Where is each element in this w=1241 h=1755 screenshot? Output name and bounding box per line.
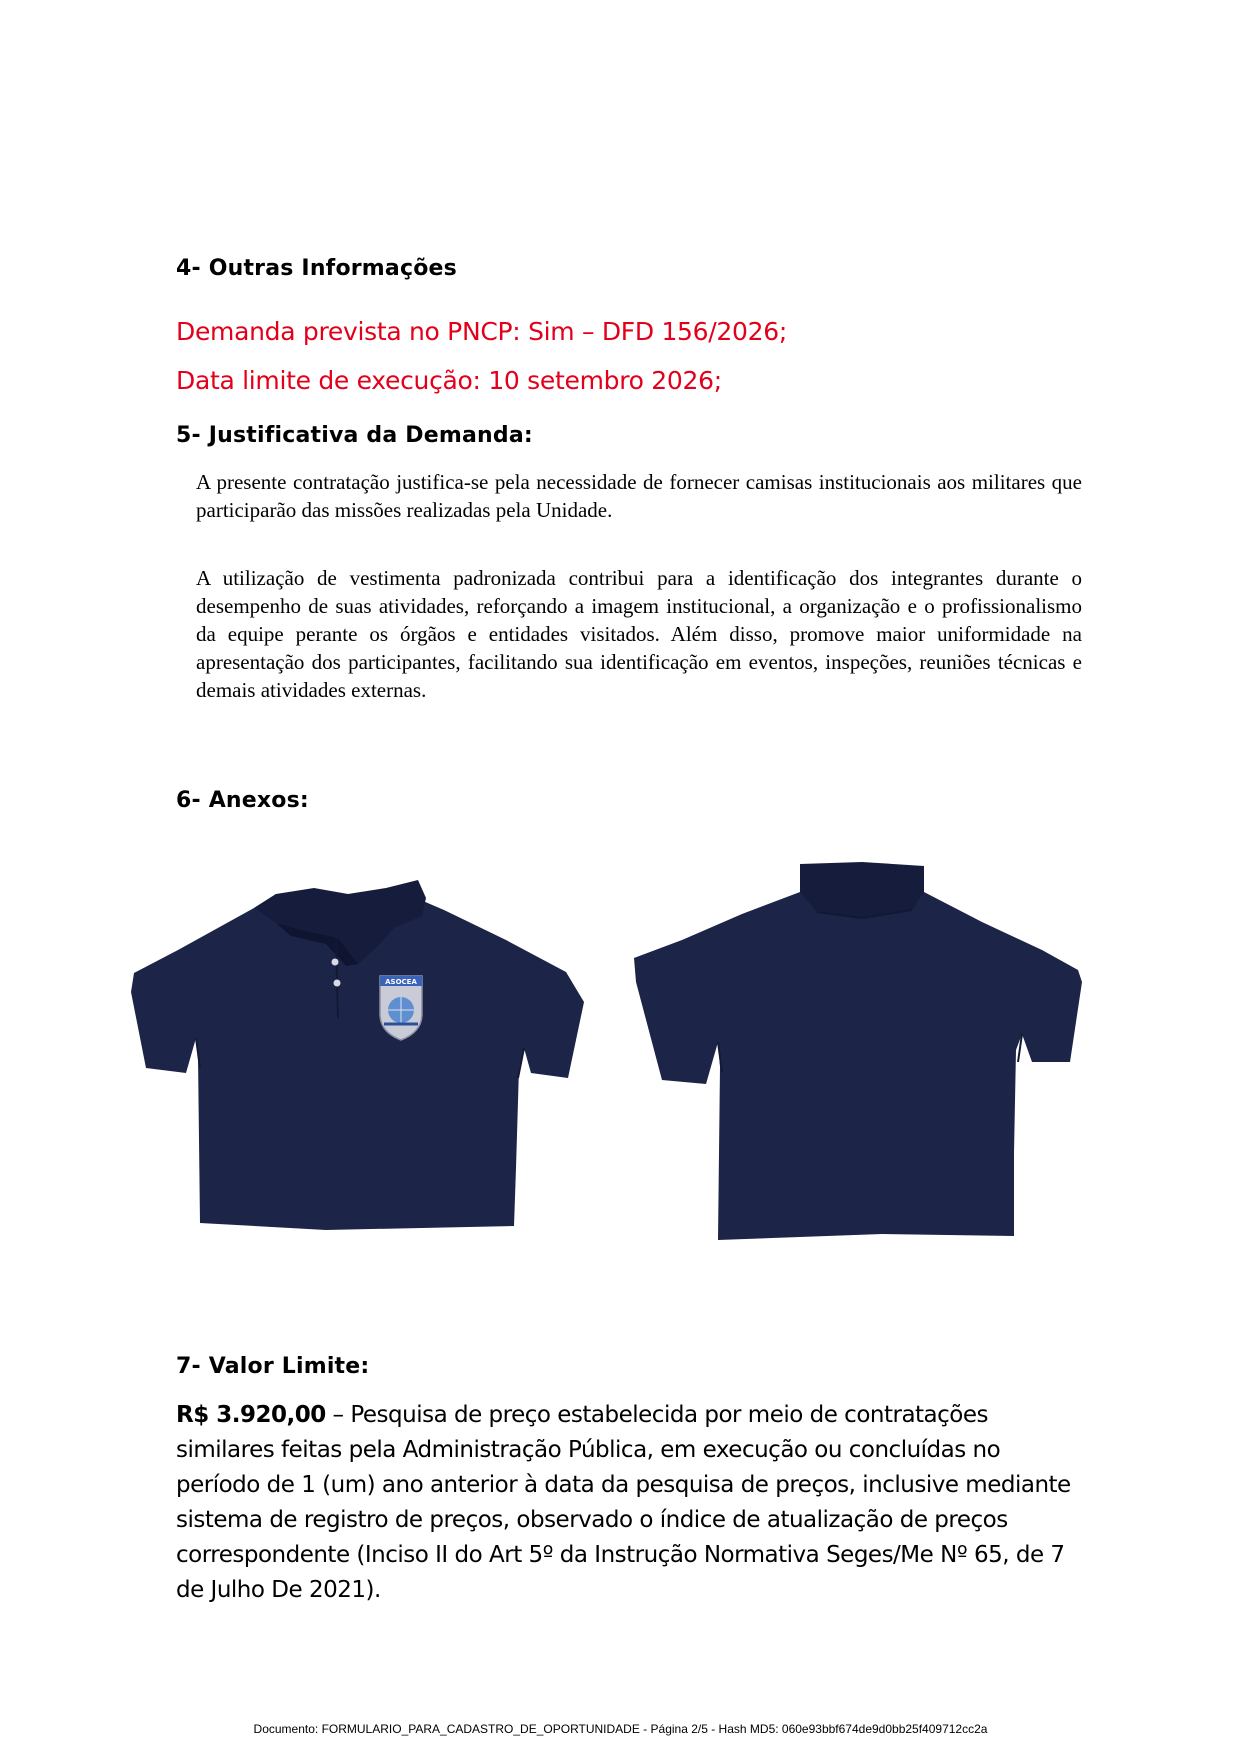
- section-6-heading: 6- Anexos:: [176, 788, 309, 813]
- justification-paragraph-2: A utilização de vestimenta padronizada contribui para a identificação dos integrantes durante o desempenho de suas atividades, reforçando a imagem institucional, a organização e o profissionalismo da equipe perante os órgãos e entidades visitados. Além disso, promove maior uniformidade na apresentação dos participantes, facilitando sua identificação em eventos, inspeções, reuniões técnicas e demais atividades externas.: [196, 566, 1082, 702]
- execution-deadline-line: Data limite de execução: 10 setembro 2026;: [176, 366, 722, 395]
- valor-description: – Pesquisa de preço estabelecida por meio de contratações similares feitas pela Administração Pública, em execução ou concluídas no período de 1 (um) ano anterior à data da pesquisa de preços, inclusive mediante sistema de registro de preços, observado o índice de atualização de preços correspondente (Inciso II do Art 5º da Instrução Normativa Seges/Me Nº 65, de 7 de Julho De 2021).: [176, 1402, 1071, 1603]
- shirt-back-image: [622, 862, 1102, 1242]
- document-footer: Documento: FORMULARIO_PARA_CADASTRO_DE_OPORTUNIDADE - Página 2/5 - Hash MD5: 060e93bbf674de9d0bb25f409712cc2a: [253, 1722, 988, 1736]
- section-4-heading: 4- Outras Informações: [176, 256, 457, 281]
- section-5-heading: 5- Justificativa da Demanda:: [176, 423, 533, 448]
- valor-limite-paragraph: [176, 1398, 1076, 1608]
- valor-amount: R$ 3.920,00: [176, 1402, 326, 1428]
- badge-label: ASOCEA: [385, 978, 417, 986]
- pncp-demand-line: Demanda prevista no PNCP: Sim – DFD 156/2026;: [176, 317, 787, 346]
- section-7-heading: 7- Valor Limite:: [176, 1354, 370, 1379]
- justification-paragraph-1: A presente contratação justifica-se pela necessidade de fornecer camisas institucionais aos militares que participarão das missões realizadas pela Unidade.: [196, 470, 1082, 522]
- shirt-front-image: [126, 868, 586, 1238]
